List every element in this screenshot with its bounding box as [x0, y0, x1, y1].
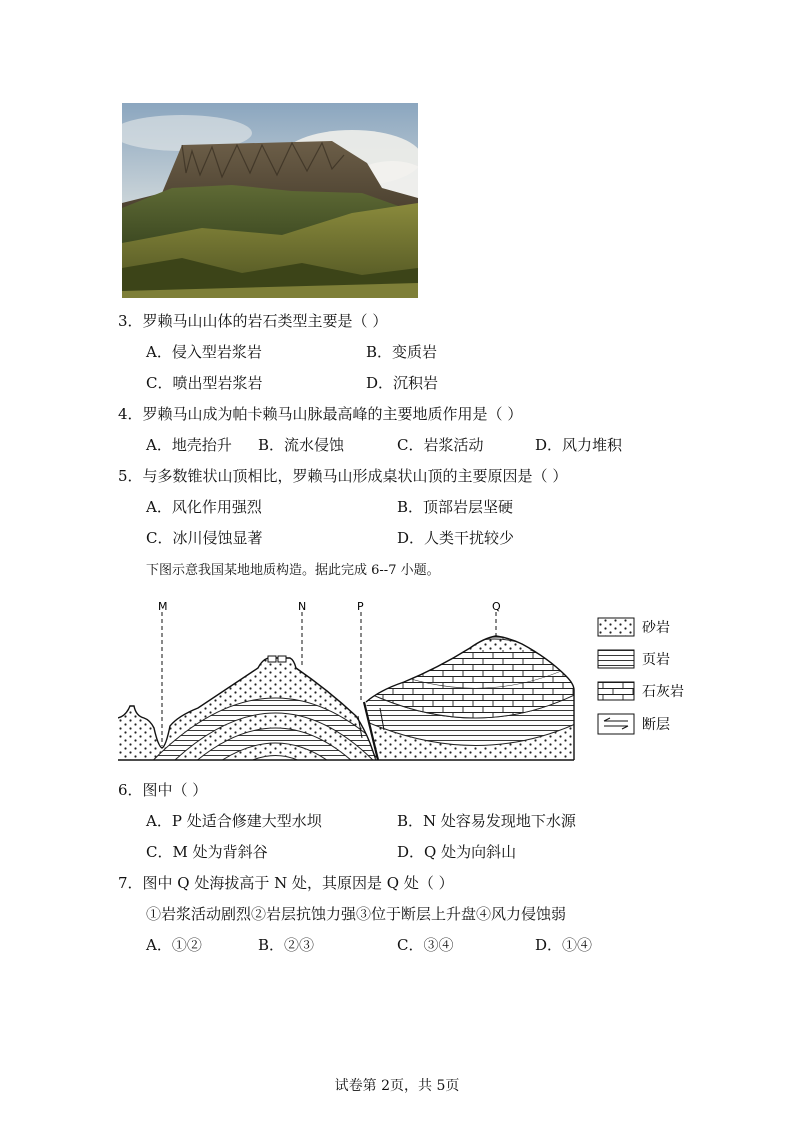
q4-option-b: B．流水侵蚀: [258, 436, 345, 454]
legend-shale: 页岩: [642, 652, 670, 668]
question-7: 7．图中 Q 处海拔高于 N 处，其原因是 Q 处（ ）: [118, 874, 454, 892]
q4-option-c: C．岩浆活动: [397, 436, 484, 454]
question-3: 3．罗赖马山山体的岩石类型主要是（ ）: [118, 312, 388, 330]
question-4: 4．罗赖马山成为帕卡赖马山脉最高峰的主要地质作用是（ ）: [118, 405, 523, 423]
page-footer: 试卷第 2页，共 5页: [334, 1078, 460, 1094]
marker-p: P: [357, 600, 364, 613]
legend-sandstone: 砂岩: [642, 620, 670, 636]
q7-statements: ①岩浆活动剧烈②岩层抗蚀力强③位于断层上升盘④风力侵蚀弱: [146, 905, 567, 923]
legend-limestone-swatch: [598, 682, 634, 700]
q7-option-c: C．③④: [397, 936, 454, 954]
q7-option-a: A．①②: [146, 936, 202, 954]
q5-option-c: C．冰川侵蚀显著: [146, 529, 263, 547]
legend-sandstone-swatch: [598, 618, 634, 636]
legend-fault: 断层: [642, 717, 670, 733]
marker-q: Q: [492, 600, 501, 613]
q3-option-a: A．侵入型岩浆岩: [146, 343, 262, 361]
q7-option-d: D．①④: [535, 936, 593, 954]
legend-fault-swatch: [598, 714, 634, 734]
q4-option-d: D．风力堆积: [535, 436, 623, 454]
q6-option-a: A．P 处适合修建大型水坝: [146, 812, 322, 830]
roraima-photo: [122, 103, 418, 298]
legend: [598, 618, 684, 734]
legend-shale-swatch: [598, 650, 634, 668]
diagram-intro: 下图示意我国某地地质构造。据此完成 6--7 小题。: [146, 563, 440, 578]
q6-option-b: B．N 处容易发现地下水源: [397, 812, 576, 830]
marker-n: N: [298, 600, 307, 613]
q3-option-c: C．喷出型岩浆岩: [146, 374, 263, 392]
q4-option-a: A．地壳抬升: [146, 436, 232, 454]
question-6: 6．图中（ ）: [118, 781, 208, 799]
q5-option-a: A．风化作用强烈: [146, 498, 262, 516]
q5-option-b: B．顶部岩层坚硬: [397, 498, 514, 516]
q7-option-b: B．②③: [258, 936, 315, 954]
geology-diagram: [118, 598, 718, 768]
q3-option-b: B．变质岩: [366, 343, 438, 361]
q6-option-d: D．Q 处为向斜山: [397, 843, 517, 861]
legend-limestone: 石灰岩: [642, 684, 684, 700]
q6-option-c: C．M 处为背斜谷: [146, 843, 268, 861]
marker-m: M: [158, 600, 168, 613]
q5-option-d: D．人类干扰较少: [397, 529, 515, 547]
q3-option-d: D．沉积岩: [366, 374, 439, 392]
question-5: 5．与多数锥状山顶相比，罗赖马山形成桌状山顶的主要原因是（ ）: [118, 467, 568, 485]
